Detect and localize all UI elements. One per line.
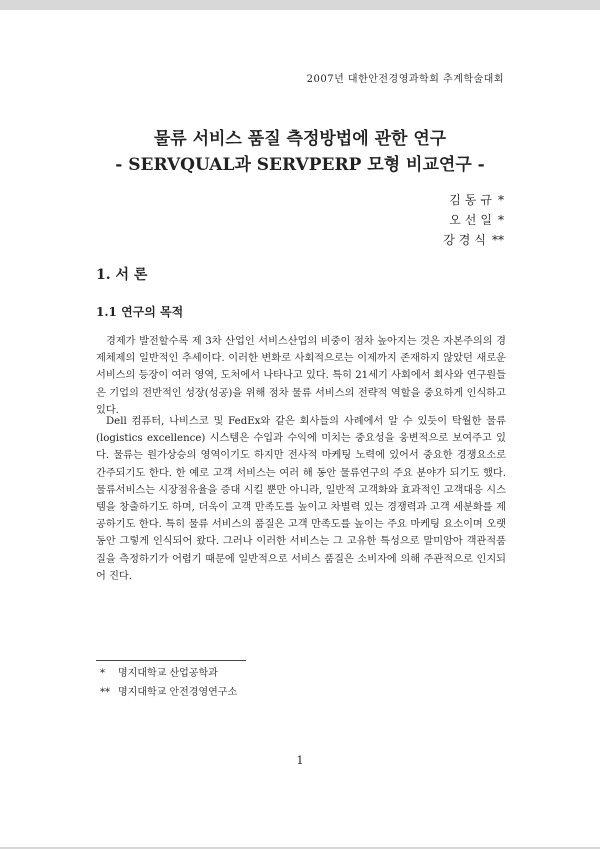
author-entry — [443, 210, 504, 230]
author-affiliation-mark: ** — [492, 233, 504, 247]
running-header: 2007년 대한안전경영과학회 추계학술대회 — [306, 74, 504, 85]
author-name: 강경식 — [443, 233, 490, 247]
top-border — [0, 0, 600, 10]
footnote-text: 명지대학교 안전경영연구소 — [118, 687, 238, 698]
author-name: 김동규 — [449, 193, 496, 207]
section-heading — [96, 264, 147, 284]
author-affiliation-mark: * — [498, 213, 504, 227]
paper-title: 물류 서비스 품질 측정방법에 관한 연구 — [153, 129, 447, 149]
body-paragraph: Dell 컴퓨터, 나비스코 및 FedEx와 같은 회사들의 사례에서 알 수 있듯이 탁월한 물류(logistics excellence) 시스템은 수입과 수익에 미치는 중요성을 웅변적으로 보여주고 있다. 물류는 원가상승의 영역이기도 하지만 전사적 마케팅 노력에 있어서 중요한 경쟁요소로 간주되기도 한다. 한 예로 고객 서비스는 여러 해 동안 물류연구의 주요 분야가 되기도 했다. 물류서비스는 시장점유율을 증대 시킬 뿐만 아니라, 일반적 고객화와 효과적인 고객대응 시스템을 창출하기도 하며, 더욱이 고객 만족도를 높이고 차별력 있는 경쟁력과 고객 세분화를 제공하기도 한다. 특히 물류 서비스의 품질은 고객 만족도를 높이는 주요 마케팅 요소이며 오랫동안 그렇게 인식되어 왔다. 그러나 이러한 서비스는 그 고유한 특성으로 말미암아 객관적품질을 측정하기가 어렵기 때문에 일반적으로 서비스 품질은 소비자에 의해 주관적으로 인지되어 진다. — [96, 416, 506, 582]
paper-subtitle: - SERVQUAL과 SERVPERP 모형 비교연구 - — [115, 155, 485, 175]
title-block — [0, 128, 600, 176]
section-title: 서 론 — [115, 267, 148, 283]
subsection-heading — [96, 303, 183, 320]
body-paragraph: 경제가 발전할수록 제 3차 산업인 서비스산업의 비중이 점차 높아지는 것은 자본주의의 경제체제의 일반적인 추세이다. 이러한 변화로 사회적으로는 이제까지 존재하지 않았던 새로운 서비스의 등장이 여러 영역, 도처에서 나타나고 있다. 특히 21세기 사회에서 회사와 연구원들은 기업의 전반적인 성장(성공)을 위해 점차 물류 서비스의 전략적 역할을 중요하게 인식하고 있다. — [96, 336, 506, 416]
footnote — [100, 664, 237, 683]
subsection-number: 1.1 — [96, 305, 117, 319]
author-entry — [443, 230, 504, 250]
footnote-mark: ** — [100, 687, 110, 698]
author-name: 오선일 — [449, 213, 496, 227]
subsection-title: 연구의 목적 — [121, 305, 184, 319]
page-number: 1 — [296, 754, 304, 767]
author-list — [443, 190, 504, 250]
footnote-divider — [96, 660, 246, 661]
author-entry — [443, 190, 504, 210]
author-affiliation-mark: * — [498, 193, 504, 207]
footnote-list — [100, 664, 237, 702]
footnote — [100, 683, 237, 702]
footnote-mark: * — [100, 668, 105, 679]
section-number: 1. — [96, 267, 111, 283]
footnote-text: 명지대학교 산업공학과 — [118, 668, 218, 679]
